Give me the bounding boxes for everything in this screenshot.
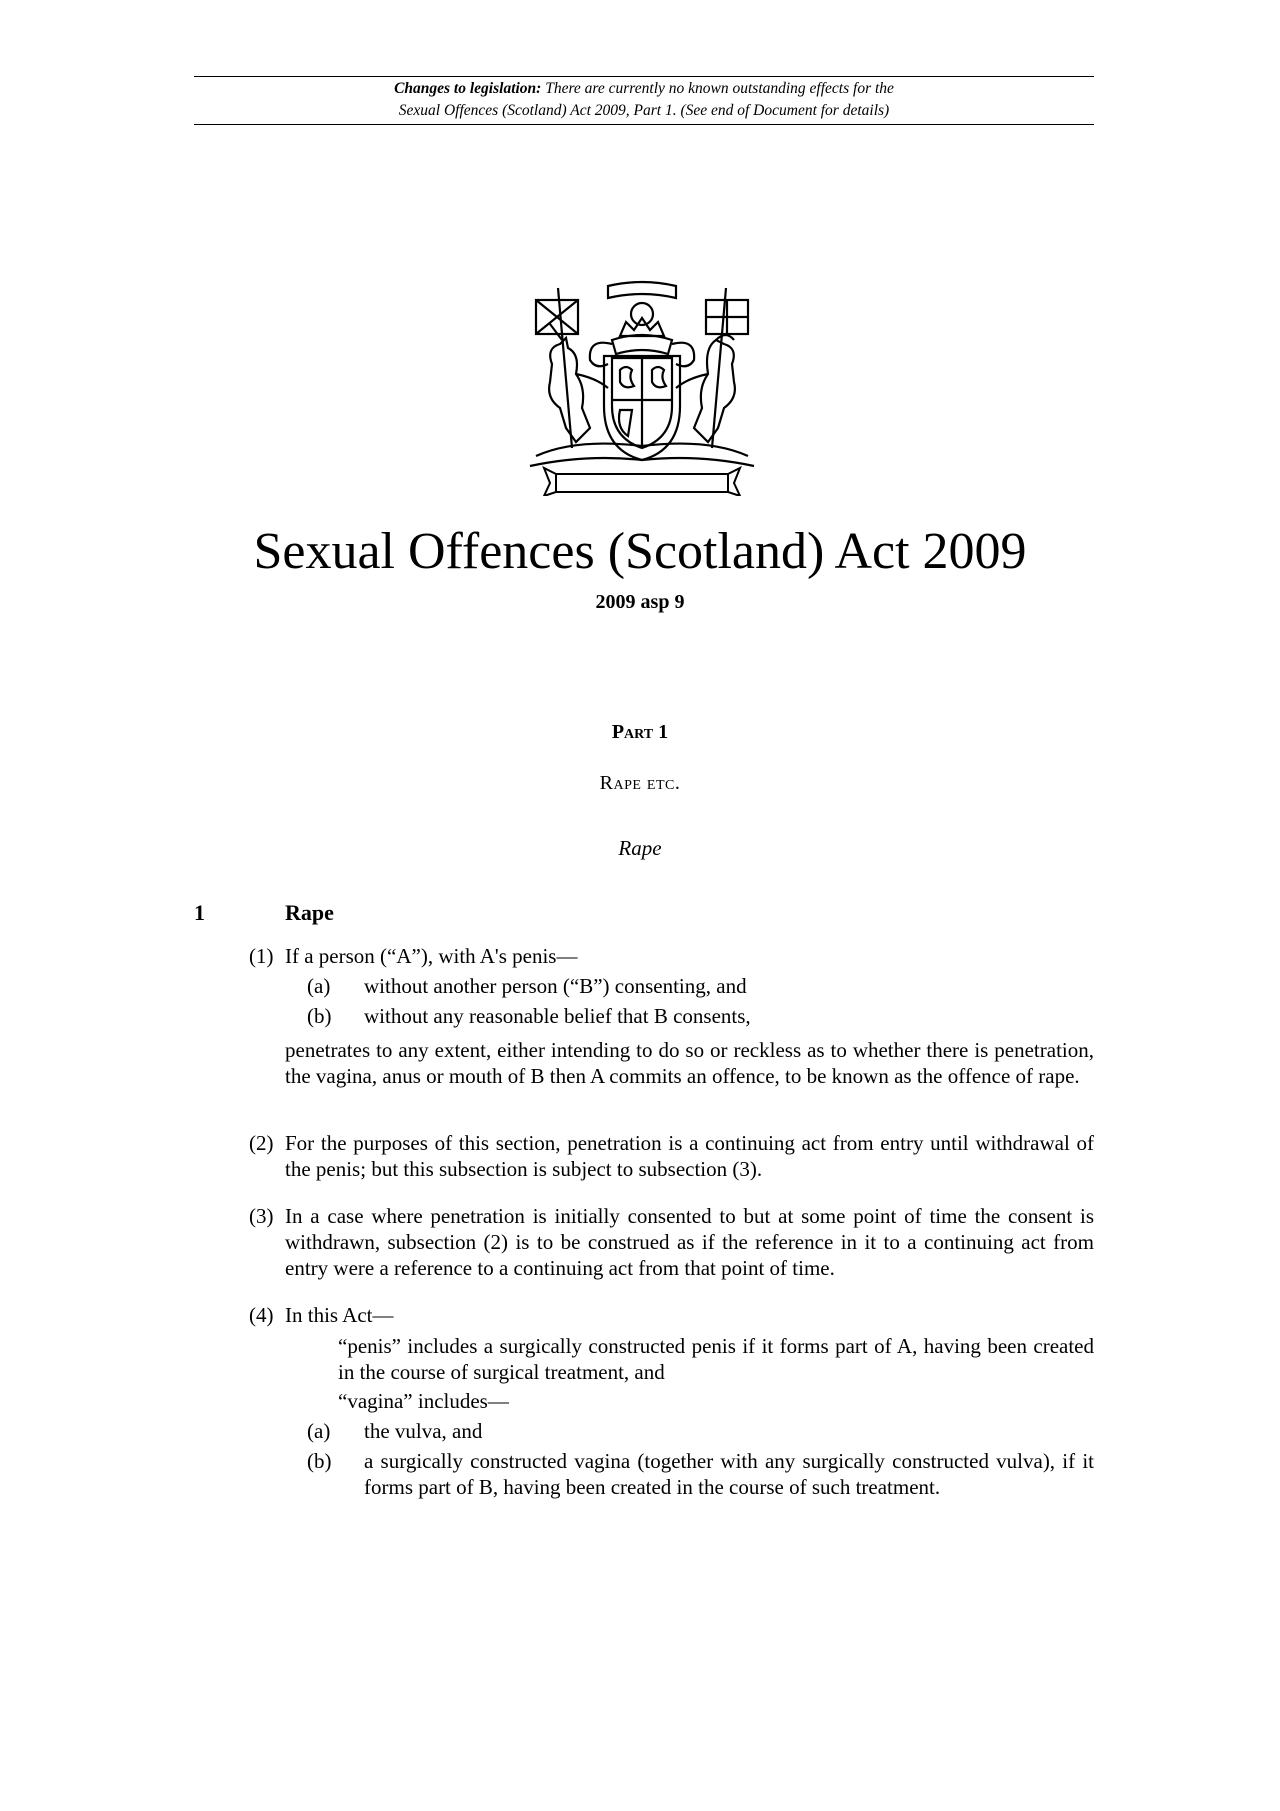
- document-title: Sexual Offences (Scotland) Act 2009: [253, 523, 1027, 580]
- subsection-number: (1): [249, 944, 274, 968]
- definition-penis: “penis” includes a surgically constructed penis if it forms part of A, having been created in the course of surgical treatment, and: [338, 1334, 1094, 1384]
- banner-bold: Changes to legislation:: [394, 80, 542, 97]
- subsection-number: (4): [249, 1303, 274, 1327]
- royal-coat-of-arms-image: [516, 278, 768, 496]
- subsection-text: In this Act—: [285, 1303, 394, 1327]
- paragraph-number: (b): [307, 1004, 332, 1028]
- crossheading: Rape: [618, 836, 662, 860]
- section-title: Rape: [285, 900, 334, 925]
- section-number: 1: [194, 900, 205, 925]
- banner-line1: There are currently no known outstanding effects for the: [541, 80, 894, 97]
- paragraph-number: (b): [307, 1449, 332, 1473]
- paragraph-text: without another person (“B”) consenting, and: [364, 974, 747, 998]
- banner-bottom-rule: [194, 124, 1094, 125]
- changes-banner: [194, 76, 1094, 125]
- banner-text: [194, 77, 1094, 124]
- part-title: Rape etc.: [599, 772, 681, 794]
- paragraph-number: (a): [307, 1419, 331, 1443]
- paragraph-number: (a): [307, 974, 331, 998]
- subsection-text: For the purposes of this section, penetration is a continuing act from entry until withdrawal of the penis; but this subsection is subject to subsection (3).: [285, 1131, 1094, 1181]
- definition-vagina: “vagina” includes—: [338, 1389, 509, 1413]
- asp-number: 2009 asp 9: [595, 591, 685, 613]
- subsection-text: In a case where penetration is initially consented to but at some point of time the consent is withdrawn, subsection (2) is to be construed as if the reference in it to a continuing act from entry were a reference to a continuing act from that point of time.: [285, 1204, 1094, 1280]
- subsection-continuation: penetrates to any extent, either intending to do so or reckless as to whether there is penetration, the vagina, anus or mouth of B then A commits an offence, to be known as the offence of rape.: [285, 1038, 1094, 1088]
- subsection-number: (3): [249, 1204, 274, 1228]
- paragraph-text: the vulva, and: [364, 1419, 483, 1443]
- paragraph-text: a surgically constructed vagina (together with any surgically constructed vulva), if it forms part of B, having been created in the course of such treatment.: [364, 1449, 1094, 1499]
- part-label: Part 1: [611, 721, 669, 743]
- subsection-number: (2): [249, 1131, 274, 1155]
- paragraph-text: without any reasonable belief that B consents,: [364, 1004, 751, 1028]
- banner-line2: Sexual Offences (Scotland) Act 2009, Part 1. (See end of Document for details): [398, 102, 890, 119]
- subsection-text: If a person (“A”), with A's penis—: [285, 944, 578, 968]
